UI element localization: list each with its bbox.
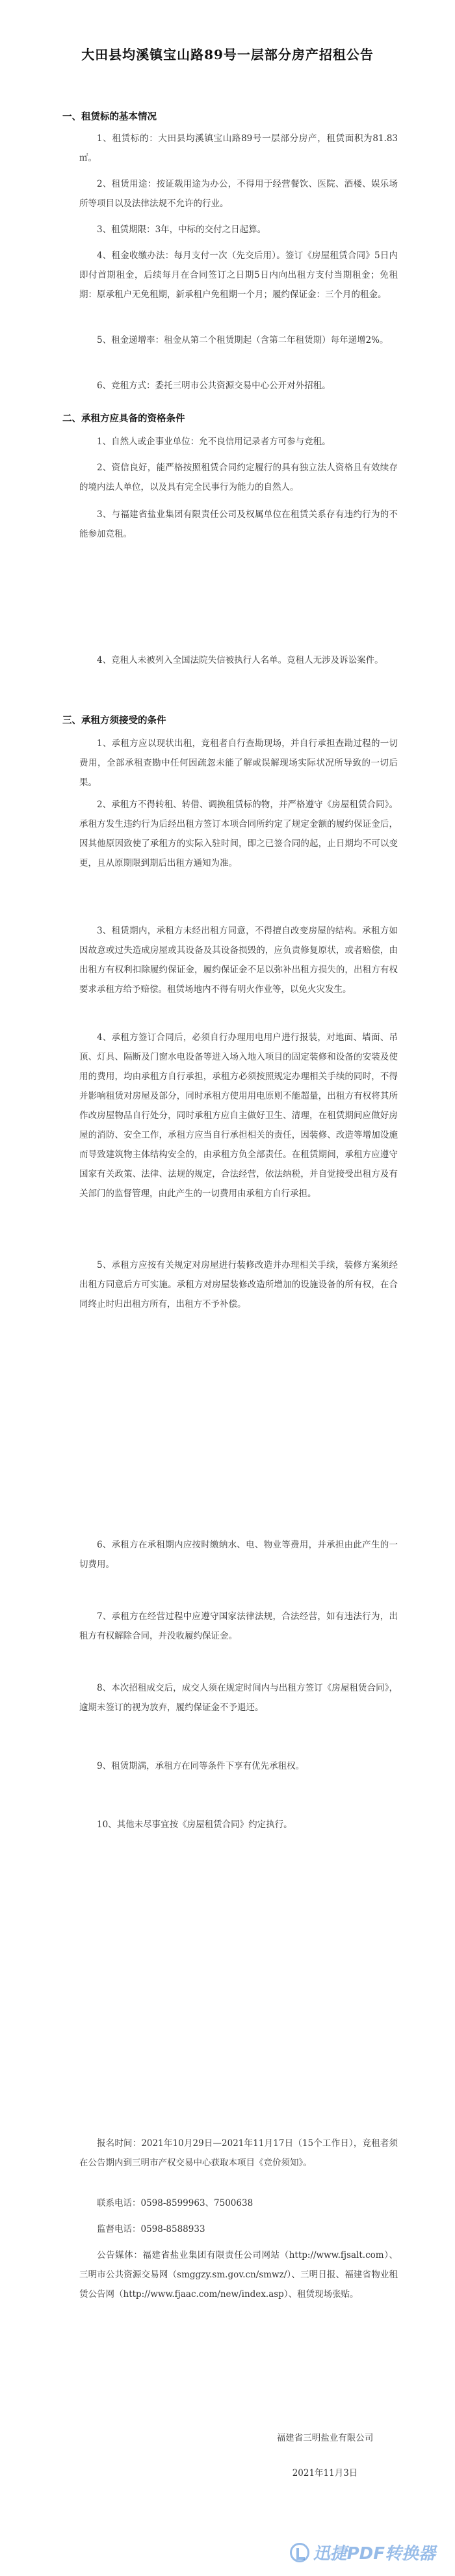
paragraph: 1、租赁标的：大田县均溪镇宝山路89号一层部分房产，租赁面积为81.83㎡。	[79, 133, 398, 163]
paragraph: 7、承租方在经营过程中应遵守国家法律法规，合法经营，如有违法行为，出租方有权解除合同，并没收履约保证金。	[79, 1611, 398, 1641]
contact-phone: 联系电话：0598-8599963、7500638	[97, 2198, 254, 2208]
paragraph: 6、竞租方式：委托三明市公共资源交易中心公开对外招租。	[97, 381, 331, 391]
paragraph: 3、与福建省盐业集团有限责任公司及权属单位在租赁关系存有违约行为的不能参加竞租。	[79, 509, 398, 539]
paragraph: 5、租金递增率：租金从第二个租赁期起（含第二年租赁期）每年递增2%。	[97, 335, 389, 345]
publication-media: 公告媒体：福建省盐业集团有限责任公司网站（http://www.fjsalt.com）、三明市公共资源交易网（smggzy.sm.gov.cn/smwz/）、三明日报、福建省物业租赁公告网（http://www.fjaac.com/new/index.asp）、租赁现场张贴。	[79, 2250, 398, 2300]
section-heading: 一、租赁标的基本情况	[62, 111, 157, 122]
paragraph: 4、租金收缴办法：每月支付一次（先交后用）。签订《房屋租赁合同》5日内即付首期租金，后续每月在合同签订之日期5日内向出租方支付当期租金；免租期：原承租户无免租期，新承租户免租期一个月；履约保证金：三个月的租金。	[79, 250, 398, 300]
paragraph: 1、自然人或企事业单位：允不良信用记录者方可参与竞租。	[97, 436, 331, 447]
supervision-phone: 监督电话：0598-8588933	[97, 2224, 205, 2234]
paragraph: 2、资信良好，能严格按照租赁合同约定履行的具有独立法人资格且有效续存的境内法人单位，以及具有完全民事行为能力的自然人。	[79, 463, 398, 492]
signature-org: 福建省三明盐业有限公司	[276, 2433, 374, 2443]
page-title: 大田县均溪镇宝山路89号一层部分房产招租公告	[81, 47, 374, 62]
paragraph: 2、租赁用途：按证载用途为办公，不得用于经营餐饮、医院、酒楼、娱乐场所等项目以及法律法规不允许的行业。	[79, 179, 398, 209]
paragraph: 9、租赁期满，承租方在同等条件下享有优先承租权。	[97, 1761, 305, 1771]
watermark-text: 迅捷PDF转换器	[313, 2544, 436, 2564]
section-heading: 三、承租方须接受的条件	[62, 715, 166, 726]
paragraph: 10、其他未尽事宜按《房屋租赁合同》约定执行。	[97, 1819, 292, 1830]
section-heading: 二、承租方应具备的资格条件	[62, 413, 185, 424]
paragraph: 6、承租方在承租期内应按时缴纳水、电、物业等费用，并承担由此产生的一切费用。	[79, 1540, 398, 1570]
signature-date: 2021年11月3日	[292, 2468, 358, 2478]
paragraph: 3、租赁期内，承租方未经出租方同意，不得擅自改变房屋的结构。承租方如因故意或过失造成房屋或其设备及其设备损毁的，应负责修复原状，或者赔偿，由出租方有权利扣除履约保证金，履约保证金不足以弥补出租方损失的，出租方有权要求承租方给予赔偿。租赁场地内不得有明火作业等，以免火灾发生。	[79, 926, 398, 995]
paragraph: 8、本次招租成交后，成交人须在规定时间内与出租方签订《房屋租赁合同》，逾期未签订的视为放弃，履约保证金不予退还。	[79, 1683, 398, 1713]
paragraph: 2、承租方不得转租、转借、调换租赁标的物，并严格遵守《房屋租赁合同》。承租方发生违约行为后经出租方签订本项合同所约定了规定金额的履约保证金后，因其他原因致使了承租方的实际入驻时间，即之已签合同的起，止日期均不可以变更，且从原期限到期后出租方通知为准。	[79, 799, 398, 868]
paragraph: 3、租赁期限：3年，中标的交付之日起算。	[97, 224, 266, 235]
watermark	[290, 2540, 436, 2564]
registration-time: 报名时间：2021年10月29日—2021年11月17日（15个工作日），竞租者须在公告期内到三明市产权交易中心获取本项目《竞价须知》。	[79, 2138, 398, 2168]
paragraph: 1、承租方应以现状出租，竞租者自行查勘现场，并自行承担查勘过程的一切费用，全部承租查勘中任何因疏忽未能了解或误解现场实际状况所导致的一切后果。	[79, 738, 398, 788]
paragraph: 4、承租方签订合同后，必须自行办理用电用户进行报装，对地面、墙面、吊顶、灯具、隔断及门窗水电设备等进入场入地入项目的固定装修和设备的安装及使用的费用，均由承租方自行承担，承租方必须按照规定办理相关手续的同时，不得并影响租赁对房屋及部分，同时承租方使用用电原则不能超量，出租方有权将其所作改房屋物品自行处分，同时承租方应自主做好卫生、清理，在租赁期间应做好房屋的消防、安全工作，承租方应当自行承担相关的责任，因装修、改造等增加设施而导致建筑物主体结构安全的，由承租方负全部责任。在租赁期间，承租方应遵守国家有关政策、法律、法规的规定，合法经营，依法纳税，并自觉接受出租方及有关部门的监督管理，由此产生的一切费用由承租方自行承担。	[79, 1032, 398, 1199]
paragraph: 5、承租方应按有关规定对房屋进行装修改造并办理相关手续，装修方案须经出租方同意后方可实施。承租方对房屋装修改造所增加的设施设备的所有权，在合同终止时归出租方所有，出租方不予补偿。	[79, 1260, 398, 1309]
paragraph: 4、竞租人未被列入全国法院失信被执行人名单。竞租人无涉及诉讼案件。	[97, 655, 384, 665]
converter-logo-icon	[290, 2543, 309, 2562]
